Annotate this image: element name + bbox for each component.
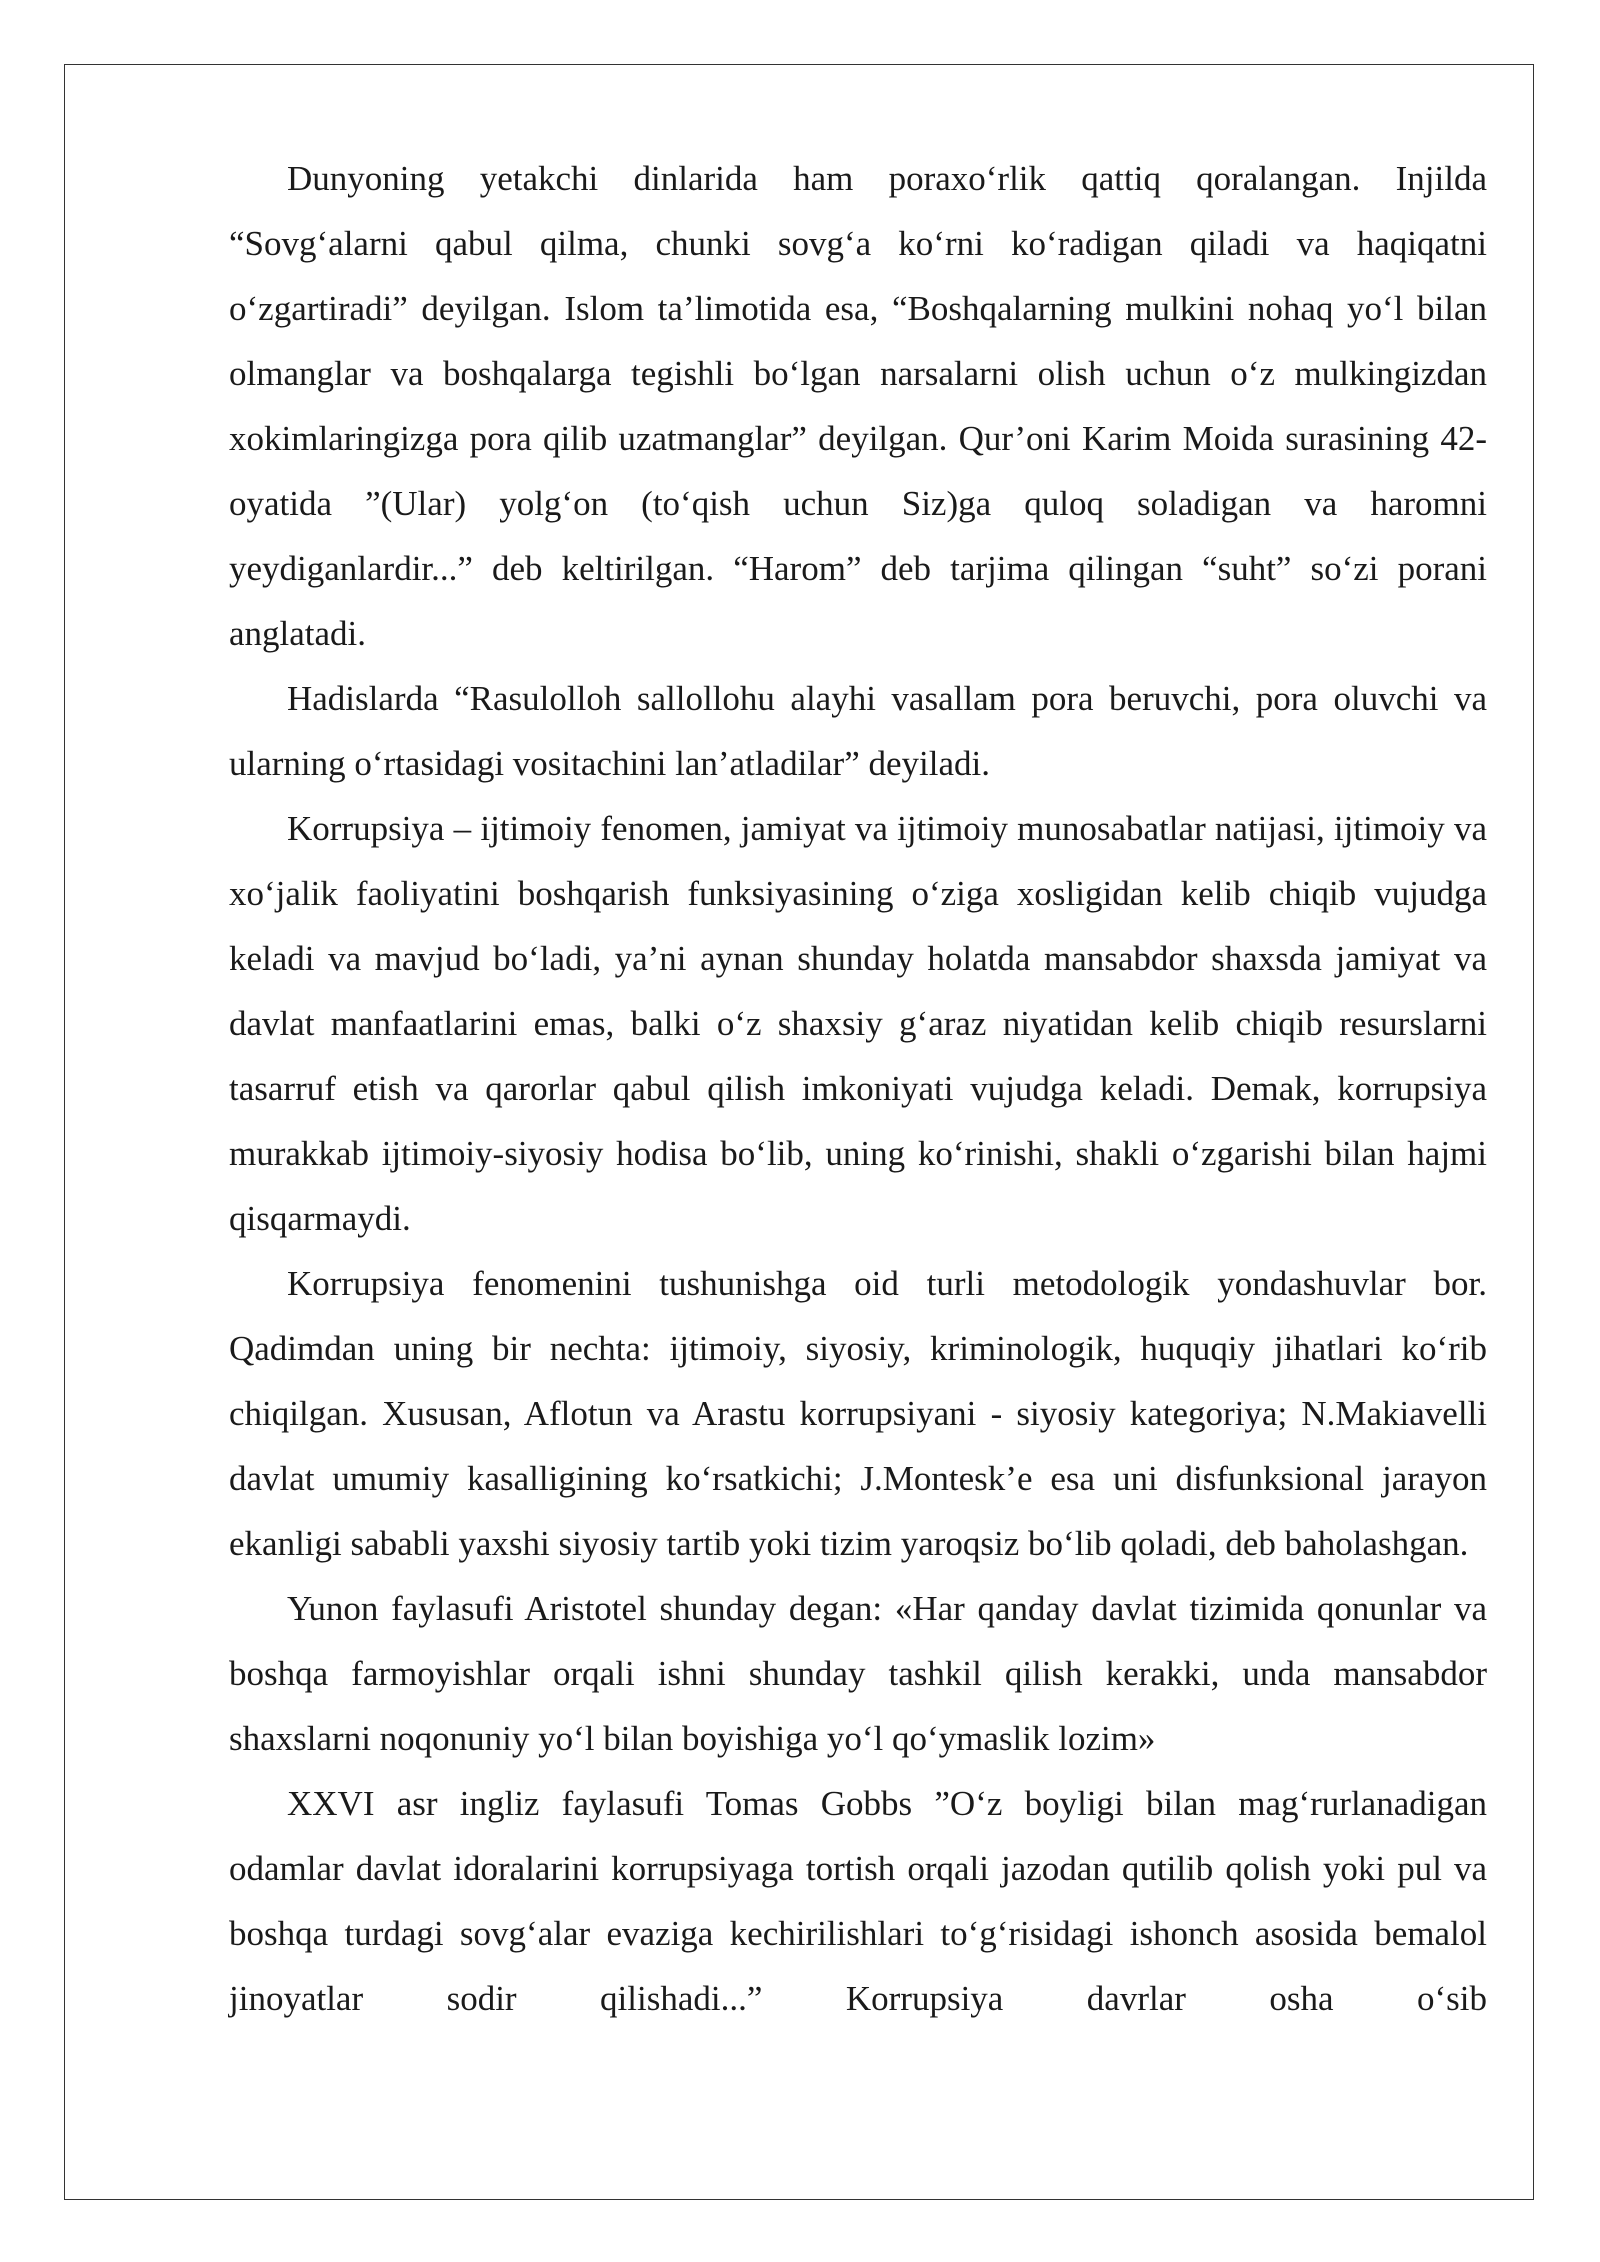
paragraph-religions: Dunyoning yetakchi dinlarida ham poraxo‘rlik qattiq qoralangan. Injilda “Sovg‘alarni qabul qilma, chunki sovg‘a ko‘rni ko‘radigan qiladi va haqiqatni o‘zgartiradi” deyilgan. Islom ta’limotida esa, “Boshqalarning mulkini nohaq yo‘l bilan olmanglar va boshqalarga tegishli bo‘lgan narsalarni olish uchun o‘z mulkingizdan xokimlaringizga pora qilib uzatmanglar” deyilgan. Qur’oni Karim Moida surasining 42-oyatida ”(Ular) yolg‘on (to‘qish uchun Siz)ga quloq soladigan va haromni yeydiganlardir...” deb keltirilgan. “Harom” deb tarjima qilingan “suht” so‘zi porani anglatadi.	[229, 159, 1487, 653]
paragraph-corruption-phenomenon: Korrupsiya – ijtimoiy fenomen, jamiyat va ijtimoiy munosabatlar natijasi, ijtimoiy va xo‘jalik faoliyatini boshqarish funksiyasining o‘ziga xosligidan kelib chiqib vujudga keladi va mavjud bo‘ladi, ya’ni aynan shunday holatda mansabdor shaxsda jamiyat va davlat manfaatlarini emas, balki o‘z shaxsiy g‘araz niyatidan kelib chiqib resurslarni tasarruf etish va qarorlar qabul qilish imkoniyati vujudga keladi. Demak, korrupsiya murakkab ijtimoiy-siyosiy hodisa bo‘lib, uning ko‘rinishi, shakli o‘zgarishi bilan hajmi qisqarmaydi.	[229, 809, 1487, 1238]
document-body	[229, 146, 1487, 2031]
paragraph-aristotle: Yunon faylasufi Aristotel shunday degan: «Har qanday davlat tizimida qonunlar va boshqa farmoyishlar orqali ishni shunday tashkil qilish kerakki, unda mansabdor shaxslarni noqonuniy yo‘l bilan boyishiga yo‘l qo‘ymaslik lozim»	[229, 1589, 1487, 1758]
paragraph-hobbes: XXVI asr ingliz faylasufi Tomas Gobbs ”O‘z boyligi bilan mag‘rurlanadigan odamlar davlat idoralarini korrupsiyaga tortish orqali jazodan qutilib qolish yoki pul va boshqa turdagi sovg‘alar evaziga kechirilishlari to‘g‘risidagi ishonch asosida bemalol jinoyatlar sodir qilishadi...” Korrupsiya davrlar osha o‘sib	[229, 1784, 1487, 2018]
paragraph-hadith: Hadislarda “Rasulolloh sallollohu alayhi vasallam pora beruvchi, pora oluvchi va ularning o‘rtasidagi vositachini lan’atladilar” deyiladi.	[229, 679, 1487, 783]
paragraph-methodological-approaches: Korrupsiya fenomenini tushunishga oid turli metodologik yondashuvlar bor. Qadimdan uning bir nechta: ijtimoiy, siyosiy, kriminologik, huquqiy jihatlari ko‘rib chiqilgan. Xususan, Aflotun va Arastu korrupsiyani - siyosiy kategoriya; N.Makiavelli davlat umumiy kasalligining ko‘rsatkichi; J.Montesk’e esa uni disfunksional jarayon ekanligi sababli yaxshi siyosiy tartib yoki tizim yaroqsiz bo‘lib qoladi, deb baholashgan.	[229, 1264, 1487, 1563]
